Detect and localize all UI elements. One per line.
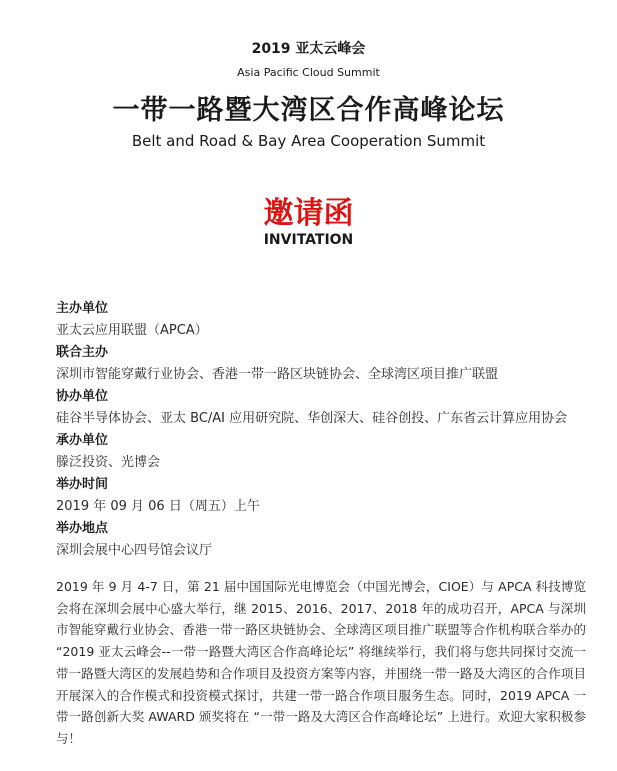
invitation-body-paragraph: 2019 年 9 月 4-7 日，第 21 届中国国际光电博览会（中国光博会，CIOE）与 APCA 科技博览会将在深圳会展中心盛大举行，继 2015、2016、2017、2018 年的成功召开，APCA 与深圳市智能穿戴行业协会、香港一带一路区块链协会、全球湾区项目推广联盟等合作机构联合举办的 “2019 亚太云峰会--一带一路暨大湾区合作高峰论坛” 将继续举行，我们将与您共同探讨交流一带一路暨大湾区的发展趋势和合作项目及投资方案等内容，并围绕一带一路及大湾区的合作项目开展深入的合作模式和投资模式探讨，共建一带一路合作项目服务生态。同时，2019 APCA 一带一路创新大奖 AWARD 颁奖将在 “一带一路及大湾区合作高峰论坛” 上进行。欢迎大家积极参与！	[56, 579, 586, 746]
event-time-value: 2019 年 09 月 06 日（周五）上午	[56, 499, 260, 514]
event-time-label: 举办时间	[56, 477, 109, 492]
co-organizer-label: 协办单位	[56, 389, 109, 404]
host-label: 主办单位	[56, 301, 109, 316]
forum-english-title: Belt and Road & Bay Area Cooperation Summit	[131, 132, 486, 150]
cohost-value: 深圳市智能穿戴行业协会、香港一带一路区块链协会、全球湾区项目推广联盟	[56, 367, 499, 382]
undertaker-label: 承办单位	[56, 433, 109, 448]
invitation-title: 邀请函	[263, 196, 354, 231]
cohost-label: 联合主办	[56, 345, 109, 360]
forum-title: 一带一路暨大湾区合作高峰论坛	[112, 95, 505, 126]
venue-label: 举办地点	[56, 521, 109, 536]
host-value: 亚太云应用联盟（APCA）	[56, 323, 208, 338]
co-organizer-value: 硅谷半导体协会、亚太 BC/AI 应用研究院、华创深大、硅谷创投、广东省云计算应用协会	[56, 411, 568, 426]
venue-value: 深圳会展中心四号馆会议厅	[56, 543, 213, 558]
undertaker-value: 滕泛投资、光博会	[56, 455, 161, 470]
event-info-section	[56, 298, 576, 562]
invitation-english-title: INVITATION	[263, 232, 354, 248]
event-english-title: Asia Pacific Cloud Summit	[237, 66, 380, 79]
event-year-title: 2019 亚太云峰会	[251, 41, 366, 57]
